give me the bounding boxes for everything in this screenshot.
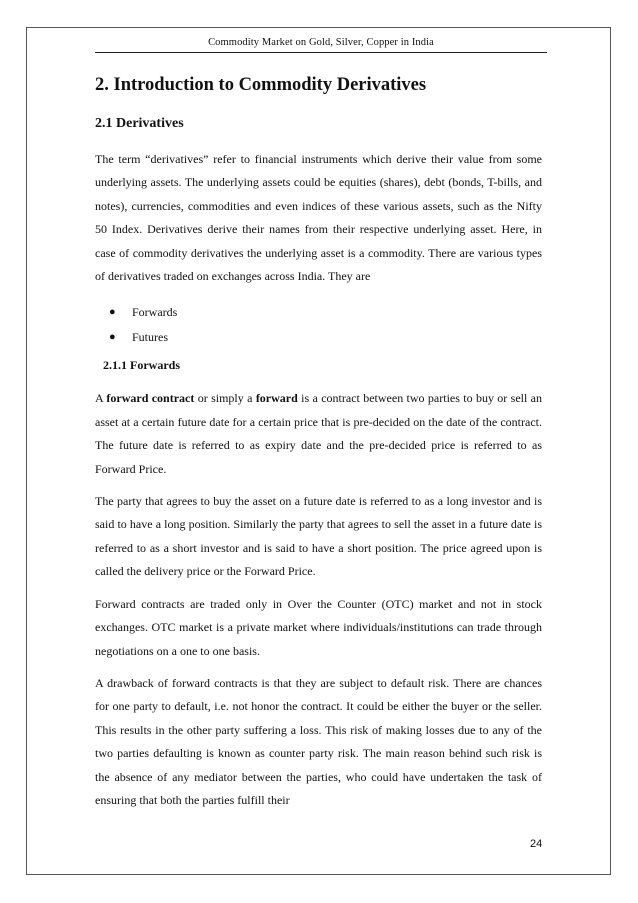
- list-item: [95, 300, 542, 325]
- running-header: Commodity Market on Gold, Silver, Copper in India: [208, 37, 434, 48]
- list-item-label: Futures: [132, 330, 168, 345]
- subsection-heading: 2.1.1 Forwards: [103, 358, 180, 373]
- list-item-label: Forwards: [132, 305, 178, 320]
- otc-market-paragraph: Forward contracts are traded only in Over the Counter (OTC) market and not in stock exchanges. OTC market is a private market where individuals/institutions can trade through negotiations on a one to one basis.: [95, 596, 542, 658]
- page-number: 24: [530, 838, 543, 850]
- list-item: [95, 325, 542, 350]
- text-run: is a contract between two parties to buy or sell an asset at a certain future date for a certain price that is pre-decided on the date of the contract. The future date is referred to as expiry date and the pre-decided price is referred to as Forward Price.: [95, 391, 543, 476]
- text-run: A: [95, 391, 107, 406]
- bullet-icon: ●: [109, 306, 116, 319]
- text-run: or simply a: [194, 391, 256, 406]
- positions-paragraph: The party that agrees to buy the asset on a future date is referred to as a long investor and is said to have a long position. Similarly the party that agrees to sell the asset in a future date is referred to as a short investor and is said to have a short position. The price agreed upon is called the delivery price or the Forward Price.: [95, 494, 542, 579]
- page-body: [95, 68, 542, 812]
- default-risk-paragraph: A drawback of forward contracts is that they are subject to default risk. There are chances for one party to default, i.e. not honor the contract. It could be either the buyer or the seller. This results in the other party suffering a loss. This risk of making losses due to any of the two parties defaulting is known as counter party risk. The main reason behind such risk is the absence of any mediator between the parties, who could have undertaken the task of ensuring that both the parties fulfill their: [95, 675, 542, 807]
- derivative-types-list: [95, 300, 542, 350]
- bullet-icon: ●: [109, 331, 116, 344]
- bold-term: forward contract: [106, 391, 195, 406]
- forward-definition-paragraph: [95, 387, 542, 481]
- chapter-title: 2. Introduction to Commodity Derivatives: [95, 75, 427, 95]
- header-rule: [95, 52, 547, 53]
- bold-term: forward: [255, 391, 298, 406]
- section-heading: 2.1 Derivatives: [95, 116, 184, 131]
- intro-paragraph: The term “derivatives” refer to financial instruments which derive their value from some underlying assets. The underlying assets could be equities (shares), debt (bonds, T-bills, and notes), currencies, commodities and even indices of these various assets, such as the Nifty 50 Index. Derivatives derive their names from their respective underlying asset. Here, in case of commodity derivatives the underlying asset is a commodity. There are various types of derivatives traded on exchanges across India. They are: [95, 152, 542, 284]
